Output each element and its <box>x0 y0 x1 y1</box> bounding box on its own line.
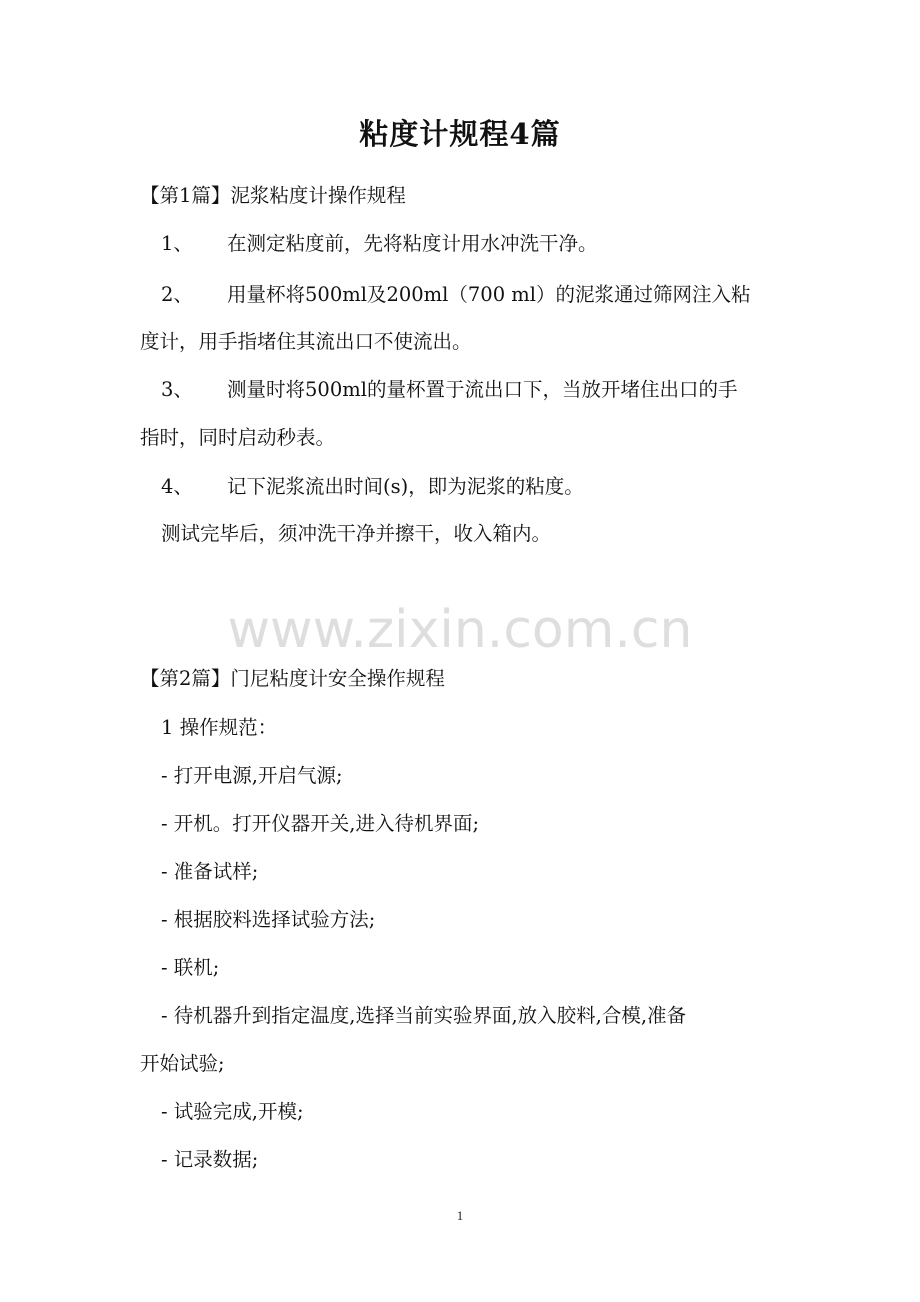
section-1-closing: 测试完毕后，须冲洗干净并擦干，收入箱内。 <box>161 522 552 545</box>
section-1-item-3 <box>140 376 737 404</box>
section-2-heading: 【第2篇】门尼粘度计安全操作规程 <box>140 667 445 690</box>
list-item: - 联机; <box>161 956 220 979</box>
item-number: 3、 <box>161 378 193 401</box>
item-text: 记下泥浆流出时间(s)，即为泥浆的粘度。 <box>227 475 584 498</box>
item-number: 4、 <box>161 475 193 498</box>
list-item: - 打开电源,开启气源; <box>161 764 343 787</box>
list-item: - 开机。打开仪器开关,进入待机界面; <box>161 812 480 835</box>
item-number: 1、 <box>161 232 193 255</box>
section-1-item-1 <box>140 230 598 258</box>
list-item: - 记录数据; <box>161 1148 259 1171</box>
list-item: - 试验完成,开模; <box>161 1100 304 1123</box>
page-number: 1 <box>456 1208 464 1223</box>
section-2-subheading: 1 操作规范： <box>161 716 278 739</box>
section-1-item-4 <box>140 473 584 501</box>
list-item: - 待机器升到指定温度,选择当前实验界面,放入胶料,合模,准备 <box>161 1004 687 1027</box>
watermark: www.zixin.com.cn <box>227 600 693 660</box>
item-text: 测量时将500ml的量杯置于流出口下，当放开堵住出口的手 <box>227 378 738 401</box>
section-1-item-2 <box>140 281 751 309</box>
section-1-item-3-continuation: 指时，同时启动秒表。 <box>140 426 336 449</box>
item-text: 用量杯将500ml及200ml（700 ml）的泥浆通过筛网注入粘 <box>227 283 751 306</box>
list-item-continuation: 开始试验; <box>140 1052 225 1075</box>
document-title: 粘度计规程4篇 <box>359 117 561 151</box>
section-1-item-2-continuation: 度计，用手指堵住其流出口不使流出。 <box>140 330 472 353</box>
item-number: 2、 <box>161 283 193 306</box>
section-1-heading: 【第1篇】泥浆粘度计操作规程 <box>140 184 406 207</box>
list-item: - 根据胶料选择试验方法; <box>161 908 376 931</box>
list-item: - 准备试样; <box>161 860 259 883</box>
item-text: 在测定粘度前，先将粘度计用水冲洗干净。 <box>227 232 598 255</box>
